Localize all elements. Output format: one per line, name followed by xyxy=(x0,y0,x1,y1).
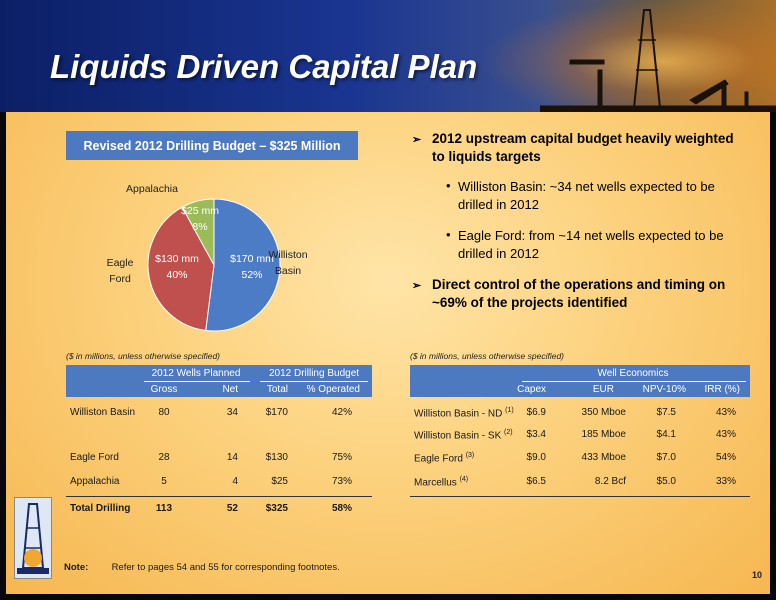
left-table-cell-gross: 28 xyxy=(158,452,170,463)
footnote-ref: (1) xyxy=(505,407,514,414)
footnote-ref: (2) xyxy=(504,429,513,436)
left-group2-header: 2012 Drilling Budget xyxy=(268,368,360,379)
row-name-text: Eagle Ford xyxy=(414,453,463,465)
total-rule xyxy=(66,496,372,497)
left-group1-header: 2012 Wells Planned xyxy=(151,368,241,379)
bottom-rule xyxy=(410,496,750,497)
footnote-ref: (3) xyxy=(465,452,475,459)
right-table-cell-npv: $7.0 xyxy=(656,452,676,463)
left-table-cell-operated: 58% xyxy=(331,503,352,514)
right-table-note: ($ in millions, unless otherwise specified) xyxy=(410,351,565,361)
pie-slice-percent: 8% xyxy=(192,221,208,233)
bullet-main2-line1: Direct control of the operations and timing on xyxy=(432,277,726,292)
pie-slice-amount: $25 mm xyxy=(181,205,219,217)
right-table-cell-eur: 185 Mboe xyxy=(581,429,626,440)
left-table-cell-gross: 113 xyxy=(155,503,173,514)
slide-title: Liquids Driven Capital Plan xyxy=(50,48,478,85)
column-header: Total xyxy=(266,384,288,395)
right-table-cell-irr: 43% xyxy=(715,429,736,440)
pie-category-label-line2: Ford xyxy=(109,273,131,285)
column-header: Capex xyxy=(517,384,546,395)
bullet-sub2-line1: Eagle Ford: from ~14 net wells expected to be xyxy=(458,228,724,243)
header-underline xyxy=(522,381,746,382)
right-table-row-name xyxy=(414,452,474,464)
right-table-row-name xyxy=(414,476,468,488)
footnote-label: Note: xyxy=(64,562,89,573)
column-header: EUR xyxy=(592,384,614,395)
right-table-cell-capex: $3.4 xyxy=(526,429,546,440)
left-table-cell-net: 14 xyxy=(226,452,238,463)
left-table-cell-net: 34 xyxy=(226,407,238,418)
right-table-cell-npv: $7.5 xyxy=(656,407,676,418)
left-table-cell-operated: 42% xyxy=(331,407,352,418)
pie-slice xyxy=(206,199,280,331)
column-header: % Operated xyxy=(306,384,360,395)
right-table-cell-capex: $6.9 xyxy=(526,407,546,418)
pie-slice-amount: $170 mm xyxy=(230,253,274,265)
row-name-text: Williston Basin - SK xyxy=(414,430,502,442)
left-table-cell-name: Appalachia xyxy=(70,476,120,487)
bullet-sub1-line1: Williston Basin: ~34 net wells expected to be xyxy=(458,179,715,194)
right-table-cell-irr: 54% xyxy=(715,452,736,463)
right-table-cell-npv: $5.0 xyxy=(656,476,676,487)
pie-category-label: Eagle xyxy=(106,257,134,269)
column-header: Net xyxy=(222,384,238,395)
left-table-cell-operated: 75% xyxy=(331,452,352,463)
right-table-cell-irr: 33% xyxy=(715,476,736,487)
right-table-cell-npv: $4.1 xyxy=(656,429,676,440)
footnote xyxy=(64,562,340,573)
column-header: IRR (%) xyxy=(704,384,740,395)
left-table-cell-total: $325 xyxy=(265,503,288,514)
footnote-ref: (4) xyxy=(459,476,469,483)
pie-slice-amount: $130 mm xyxy=(155,253,199,265)
bullet-sub2-line2: drilled in 2012 xyxy=(458,246,539,261)
header-underline xyxy=(144,381,250,382)
bullet-main2-line2: ~69% of the projects identified xyxy=(432,295,628,310)
bullet-main1-line2: to liquids targets xyxy=(432,149,541,164)
dot-bullet-icon: • xyxy=(446,227,451,242)
footnote-text: Refer to pages 54 and 55 for corresponding footnotes. xyxy=(111,562,340,573)
row-name-text: Williston Basin - ND xyxy=(414,408,503,420)
pie-category-label-line2: Basin xyxy=(274,265,302,277)
left-table-cell-operated: 73% xyxy=(331,476,352,487)
bullet-main1-line1: 2012 upstream capital budget heavily weighted xyxy=(432,131,734,146)
left-table-cell-total: $130 xyxy=(265,452,288,463)
right-table-cell-capex: $9.0 xyxy=(526,452,546,463)
left-table-cell-name: Eagle Ford xyxy=(70,452,119,463)
left-table-note: ($ in millions, unless otherwise specified) xyxy=(66,351,221,361)
left-table-cell-gross: 80 xyxy=(158,407,170,418)
pie-category-label: Williston xyxy=(268,249,308,261)
bullet-sub1-line2: drilled in 2012 xyxy=(458,197,539,212)
right-table-cell-capex: $6.5 xyxy=(526,476,546,487)
pie-heading: Revised 2012 Drilling Budget – $325 Million xyxy=(66,131,358,160)
pie-category-label: Appalachia xyxy=(126,183,178,195)
left-table-cell-total: $170 xyxy=(265,407,288,418)
page-number: 10 xyxy=(752,570,763,580)
column-header: NPV-10% xyxy=(642,384,686,395)
right-table-cell-eur: 8.2 Bcf xyxy=(594,476,626,487)
pie-slice-percent: 40% xyxy=(166,269,188,281)
left-table-cell-net: 52 xyxy=(226,503,238,514)
right-table-row-name xyxy=(414,407,514,419)
right-table-row-name xyxy=(414,429,513,441)
pie-slice-percent: 52% xyxy=(241,269,263,281)
left-table-cell-name: Williston Basin xyxy=(70,407,136,418)
row-name-text: Marcellus xyxy=(414,477,457,489)
left-table-cell-gross: 5 xyxy=(161,476,167,487)
dot-bullet-icon: • xyxy=(446,178,451,193)
arrow-bullet-icon: ➢ xyxy=(412,134,422,146)
header-underline xyxy=(260,381,368,382)
right-table-cell-eur: 350 Mboe xyxy=(581,407,626,418)
left-table-cell-total: $25 xyxy=(271,476,288,487)
arrow-bullet-icon: ➢ xyxy=(412,280,422,292)
right-group-header: Well Economics xyxy=(597,368,669,379)
company-logo xyxy=(14,497,52,579)
left-table-cell-net: 4 xyxy=(232,476,238,487)
column-header: Gross xyxy=(150,384,178,395)
right-table-cell-eur: 433 Mboe xyxy=(581,452,626,463)
left-table-cell-name: Total Drilling xyxy=(70,503,131,514)
right-table-cell-irr: 43% xyxy=(715,407,736,418)
